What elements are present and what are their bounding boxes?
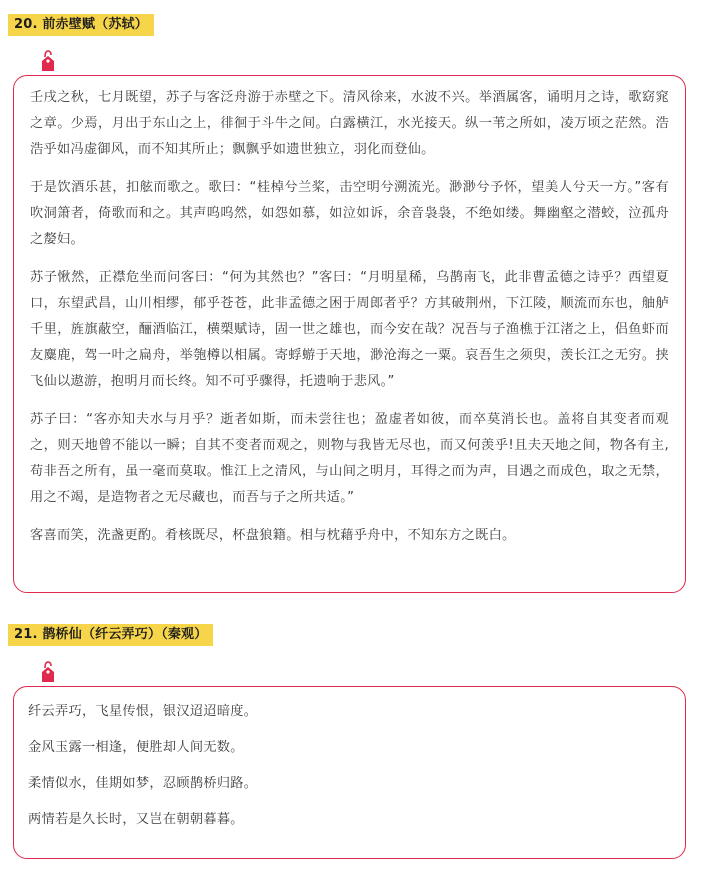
- paragraph: 苏子曰：“客亦知夫水与月乎？逝者如斯，而未尝往也；盈虚者如彼，而卒莫消长也。盖将自其变者而观之，则天地曾不能以一瞬；自其不变者而观之，则物与我皆无尽也，而又何羡乎!且夫天地之间，物各有主,苟非吾之所有，虽一毫而莫取。惟江上之清风，与山间之明月，耳得之而为声，目遇之而成色，取之无禁，用之不竭，是造物者之无尽藏也，而吾与子之所共适。”: [30, 412, 669, 505]
- paragraph: 两情若是久长时，又岂在朝朝暮暮。: [28, 812, 244, 827]
- paragraph: 金风玉露一相逢，便胜却人间无数。: [28, 740, 244, 755]
- paragraph: 客喜而笑，洗盏更酌。肴核既尽，杯盘狼籍。相与枕藉乎舟中，不知东方之既白。: [30, 528, 516, 543]
- paragraph: 于是饮酒乐甚，扣舷而歌之。歌曰：“桂棹兮兰桨，击空明兮溯流光。渺渺兮予怀，望美人兮天一方。”客有吹洞箫者，倚歌而和之。其声呜呜然，如怨如慕，如泣如诉，余音袅袅，不绝如缕。舞幽壑之潜蛟，泣孤舟之嫠妇。: [30, 180, 669, 247]
- section-title-20: 20. 前赤壁赋（苏轼）: [8, 14, 154, 36]
- paragraph: 纤云弄巧，飞星传恨，银汉迢迢暗度。: [28, 704, 258, 719]
- hanging-tag-icon: [38, 49, 58, 71]
- paragraph: 壬戌之秋，七月既望，苏子与客泛舟游于赤壁之下。清风徐来，水波不兴。举酒属客，诵明月之诗，歌窈窕之章。少焉，月出于东山之上，徘徊于斗牛之间。白露横江，水光接天。纵一苇之所如，凌万顷之茫然。浩浩乎如冯虚御风，而不知其所止；飘飘乎如遗世独立，羽化而登仙。: [30, 90, 669, 157]
- paragraph: 柔情似水，佳期如梦，忍顾鹊桥归路。: [28, 776, 258, 791]
- paragraph: 苏子愀然，正襟危坐而问客曰：“何为其然也？”客曰：“月明星稀，乌鹊南飞，此非曹孟德之诗乎？西望夏口，东望武昌，山川相缪，郁乎苍苍，此非孟德之困于周郎者乎？方其破荆州，下江陵，顺流而东也，舳舻千里，旌旗蔽空，酾酒临江，横槊赋诗，固一世之雄也，而今安在哉？况吾与子渔樵于江渚之上，侣鱼虾而友麋鹿，驾一叶之扁舟，举匏樽以相属。寄蜉蝣于天地，渺沧海之一粟。哀吾生之须臾，羡长江之无穷。挟飞仙以遨游，抱明月而长终。知不可乎骤得，托遗响于悲风。”: [30, 270, 669, 389]
- poem-box-queqiaoxian: [13, 686, 686, 859]
- poem-box-qianchibifu: [13, 75, 686, 593]
- hanging-tag-icon: [38, 660, 58, 682]
- section-title-21: 21. 鹊桥仙（纤云弄巧）（秦观）: [8, 624, 213, 646]
